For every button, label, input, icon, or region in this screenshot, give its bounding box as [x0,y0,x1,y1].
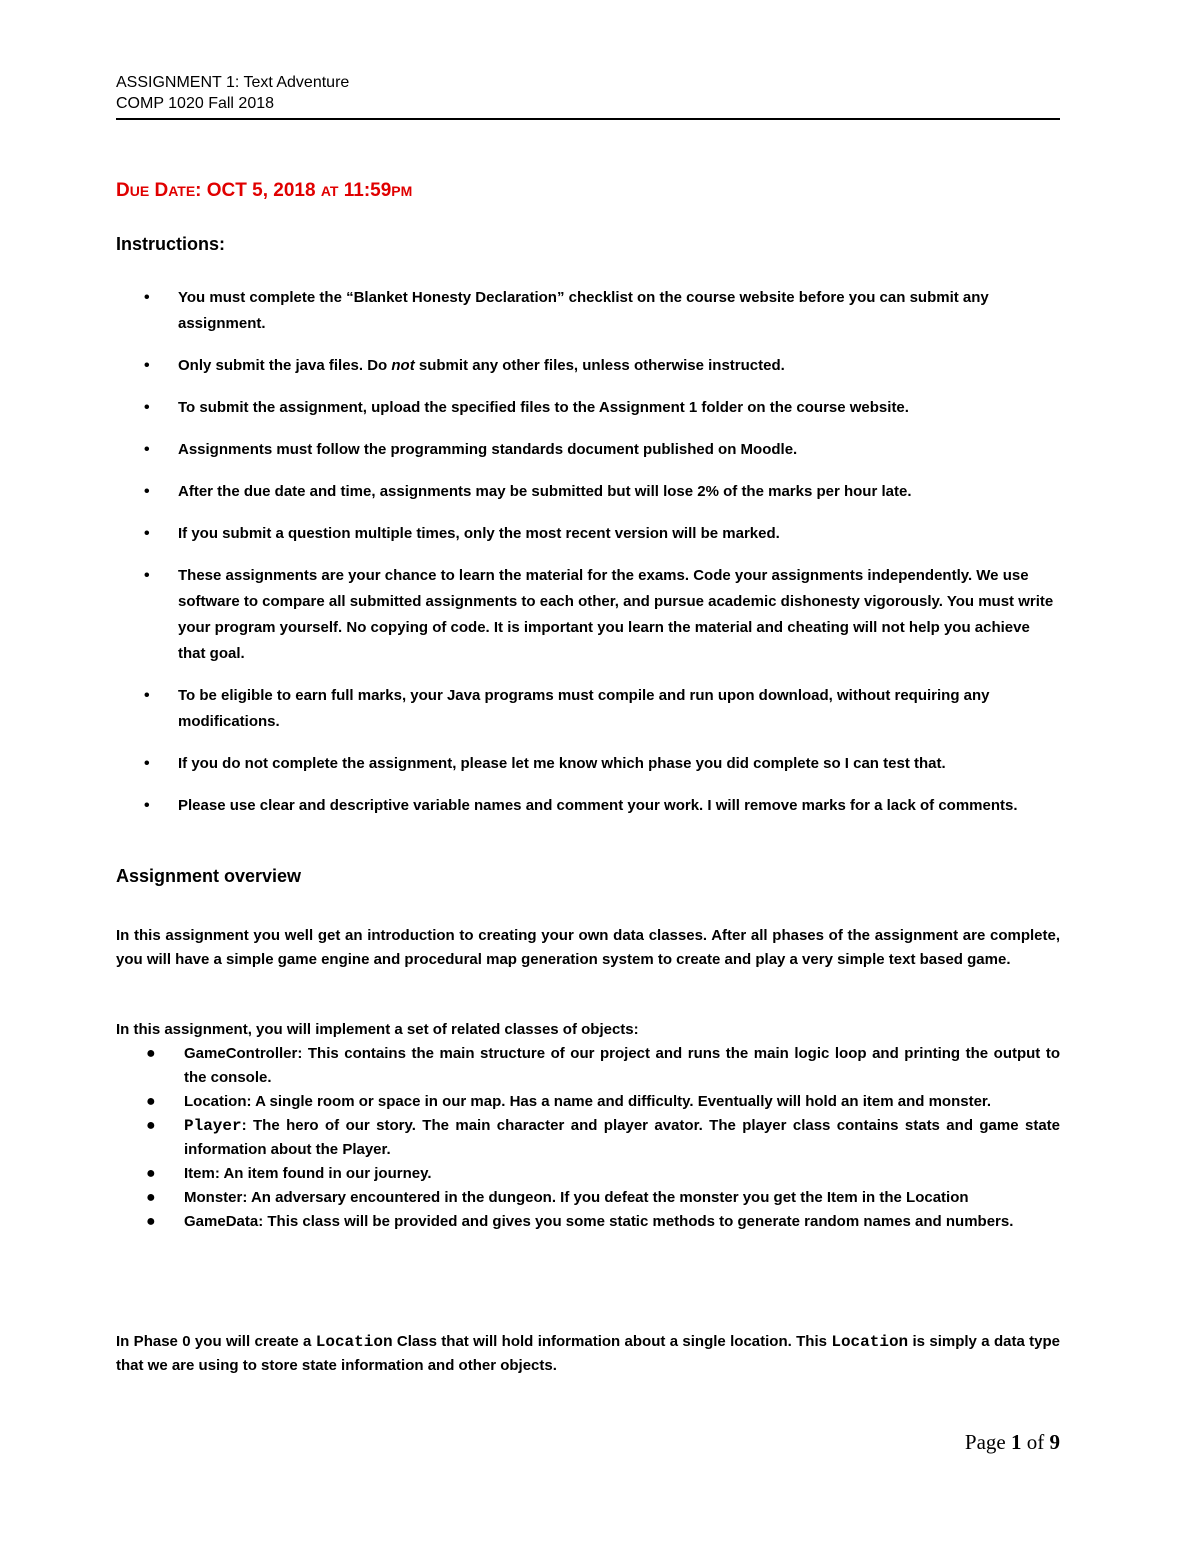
bullet-icon: ● [146,1165,156,1182]
overview-heading: Assignment overview [116,866,302,886]
page-header [116,72,1060,114]
bullet-icon: ● [146,1213,156,1230]
list-item: • To submit the assignment, upload the specified files to the Assignment 1 folder on the course website. [116,395,1060,421]
list-item: • After the due date and time, assignments may be submitted but will lose 2% of the marks per hour late. [116,479,1060,505]
bullet-icon: ● [146,1189,156,1206]
list-item: ● Player: The hero of our story. The main character and player avator. The player class contains stats and game state information about the Player. [116,1114,1060,1162]
bullet-icon: • [144,687,150,704]
bullet-icon: • [144,289,150,306]
list-item: ● GameData: This class will be provided and gives you some static methods to generate random names and numbers. [116,1210,1060,1234]
list-item: ● Item: An item found in our journey. [116,1162,1060,1186]
instructions-heading: Instructions: [116,234,226,254]
list-item: • To be eligible to earn full marks, your Java programs must compile and run upon download, without requiring any modifications. [116,683,1060,735]
bullet-icon: • [144,797,150,814]
list-item: • Please use clear and descriptive variable names and comment your work. I will remove marks for a lack of comments. [116,793,1060,819]
list-item: ● Monster: An adversary encountered in the dungeon. If you defeat the monster you get the Item in the Location [116,1186,1060,1210]
list-item: • If you do not complete the assignment, please let me know which phase you did complete so I can test that. [116,751,1060,777]
classes-list [116,1042,1060,1234]
header-course: COMP 1020 Fall 2018 [116,95,275,112]
list-item: ● Location: A single room or space in our map. Has a name and difficulty. Eventually will hold an item and monster. [116,1090,1060,1114]
due-date: DUE DATE: OCT 5, 2018 AT 11:59PM [116,180,413,201]
list-item: ● GameController: This contains the main structure of our project and runs the main logic loop and printing the output to the console. [116,1042,1060,1090]
list-item: • Assignments must follow the programming standards document published on Moodle. [116,437,1060,463]
header-title: ASSIGNMENT 1: Text Adventure [116,74,350,91]
overview-paragraph: In this assignment you well get an introduction to creating your own data classes. After all phases of the assignment are complete, you will have a simple game engine and procedural map generation system to create and play a very simple text based game. [116,927,1060,968]
list-item: • These assignments are your chance to learn the material for the exams. Code your assignments independently. We use software to compare all submitted assignments to each other, and pursue academic dishonesty vigorously. You must write your program yourself. No copying of code. It is important you learn the material and cheating will not help you achieve that goal. [116,563,1060,667]
bullet-icon: • [144,525,150,542]
bullet-icon: ● [146,1093,156,1110]
bullet-icon: ● [146,1045,156,1062]
bullet-icon: • [144,483,150,500]
list-item: • Only submit the java files. Do not submit any other files, unless otherwise instructed. [116,353,1060,379]
list-item: • If you submit a question multiple times, only the most recent version will be marked. [116,521,1060,547]
classes-intro: In this assignment, you will implement a set of related classes of objects: [116,1021,639,1038]
instructions-list [116,285,1060,835]
header-divider [116,118,1060,120]
bullet-icon: ● [146,1117,156,1134]
bullet-icon: • [144,399,150,416]
bullet-icon: • [144,357,150,374]
bullet-icon: • [144,567,150,584]
phase0-paragraph: In Phase 0 you will create a Location Class that will hold information about a single location. This Location is simply a data type that we are using to store state information and other objects. [116,1333,1060,1374]
list-item: • You must complete the “Blanket Honesty Declaration” checklist on the course website before you can submit any assignment. [116,285,1060,337]
bullet-icon: • [144,755,150,772]
bullet-icon: • [144,441,150,458]
page-number: Page 1 of 9 [964,1430,1060,1454]
